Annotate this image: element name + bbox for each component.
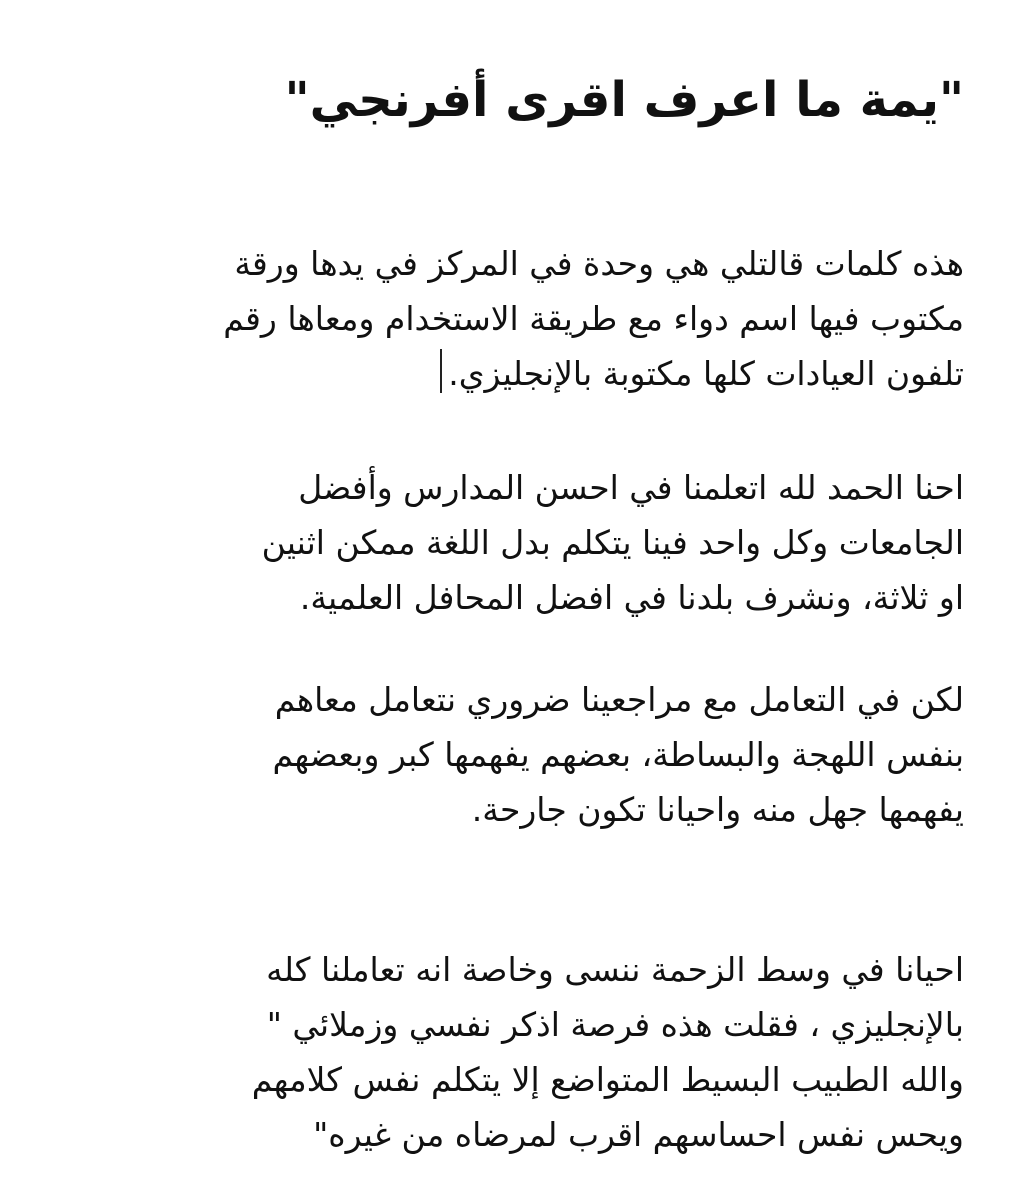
paragraph-2 [262,460,964,625]
paragraph-line-text: تلفون العيادات كلها مكتوبة بالإنجليزي. [448,354,964,393]
paragraph-line: مكتوب فيها اسم دواء مع طريقة الاستخدام ومعاها رقم [223,299,964,338]
paragraph-line: ويحس نفس احساسهم اقرب لمرضاه من غيره" [313,1115,964,1154]
paragraph-line: الجامعات وكل واحد فينا يتكلم بدل اللغة ممكن اثنين [261,523,964,562]
paragraph-line: احنا الحمد لله اتعلمنا في احسن المدارس وأفضل [298,468,964,507]
paragraph-line: يفهمها جهل منه واحيانا تكون جارحة. [471,790,964,829]
paragraph-3 [273,672,964,837]
paragraph-line: بنفس اللهجة والبساطة، بعضهم يفهمها كبر وبعضهم [272,735,964,774]
paragraph-1 [223,236,964,401]
paragraph-line: هذه كلمات قالتلي هي وحدة في المركز في يدها ورقة [234,244,964,283]
text-cursor [440,349,442,393]
paragraph-line: والله الطبيب البسيط المتواضع إلا يتكلم نفس كلامهم [251,1060,964,1099]
paragraph-4 [252,942,964,1162]
document-title: "يمة ما اعرف اقرى أفرنجي" [284,72,964,128]
paragraph-line: بالإنجليزي ، فقلت هذه فرصة اذكر نفسي وزملائي " [266,1005,964,1044]
paragraph-line: او ثلاثة، ونشرف بلدنا في افضل المحافل العلمية. [299,578,964,617]
paragraph-line-with-cursor[interactable] [223,346,964,401]
paragraph-line: لكن في التعامل مع مراجعينا ضروري نتعامل معاهم [274,680,964,719]
paragraph-line: احيانا في وسط الزحمة ننسى وخاصة انه تعاملنا كله [266,950,964,989]
